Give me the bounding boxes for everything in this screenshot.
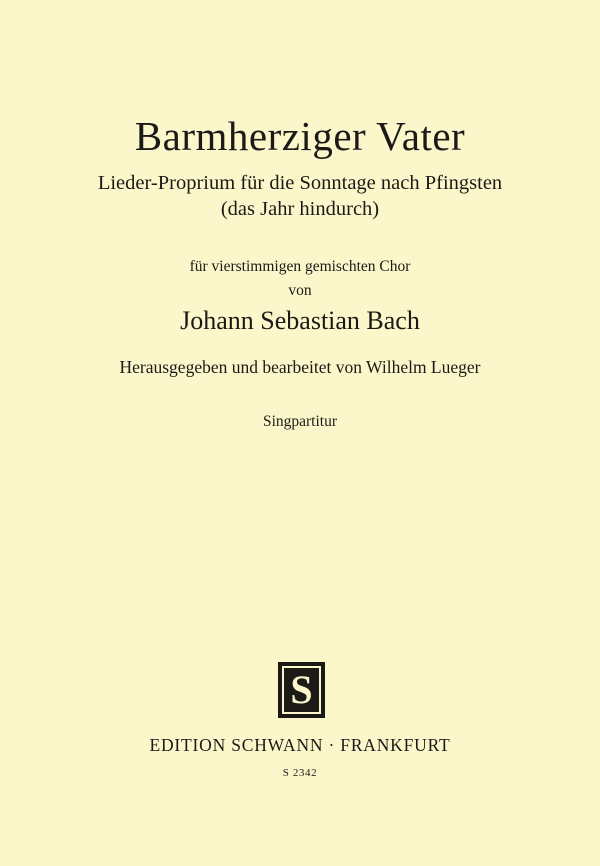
- composer-name: Johann Sebastian Bach: [180, 306, 420, 335]
- editor-credit: Herausgegeben und bearbeitet von Wilhelm Lueger: [119, 357, 481, 377]
- von-label: von: [288, 282, 312, 299]
- score-type: Singpartitur: [262, 413, 338, 430]
- title: Barmherziger Vater: [134, 113, 466, 159]
- publisher-logo-letter: S: [290, 668, 313, 712]
- publisher: EDITION SCHWANN · FRANKFURT: [149, 735, 451, 755]
- subtitle-line-2: (das Jahr hindurch): [220, 198, 380, 220]
- voicing: für vierstimmigen gemischten Chor: [189, 258, 411, 275]
- catalog-number: S 2342: [282, 767, 318, 779]
- subtitle-line-1: Lieder-Proprium für die Sonntage nach Pfingsten: [97, 172, 503, 194]
- publisher-logo-icon: [278, 662, 325, 718]
